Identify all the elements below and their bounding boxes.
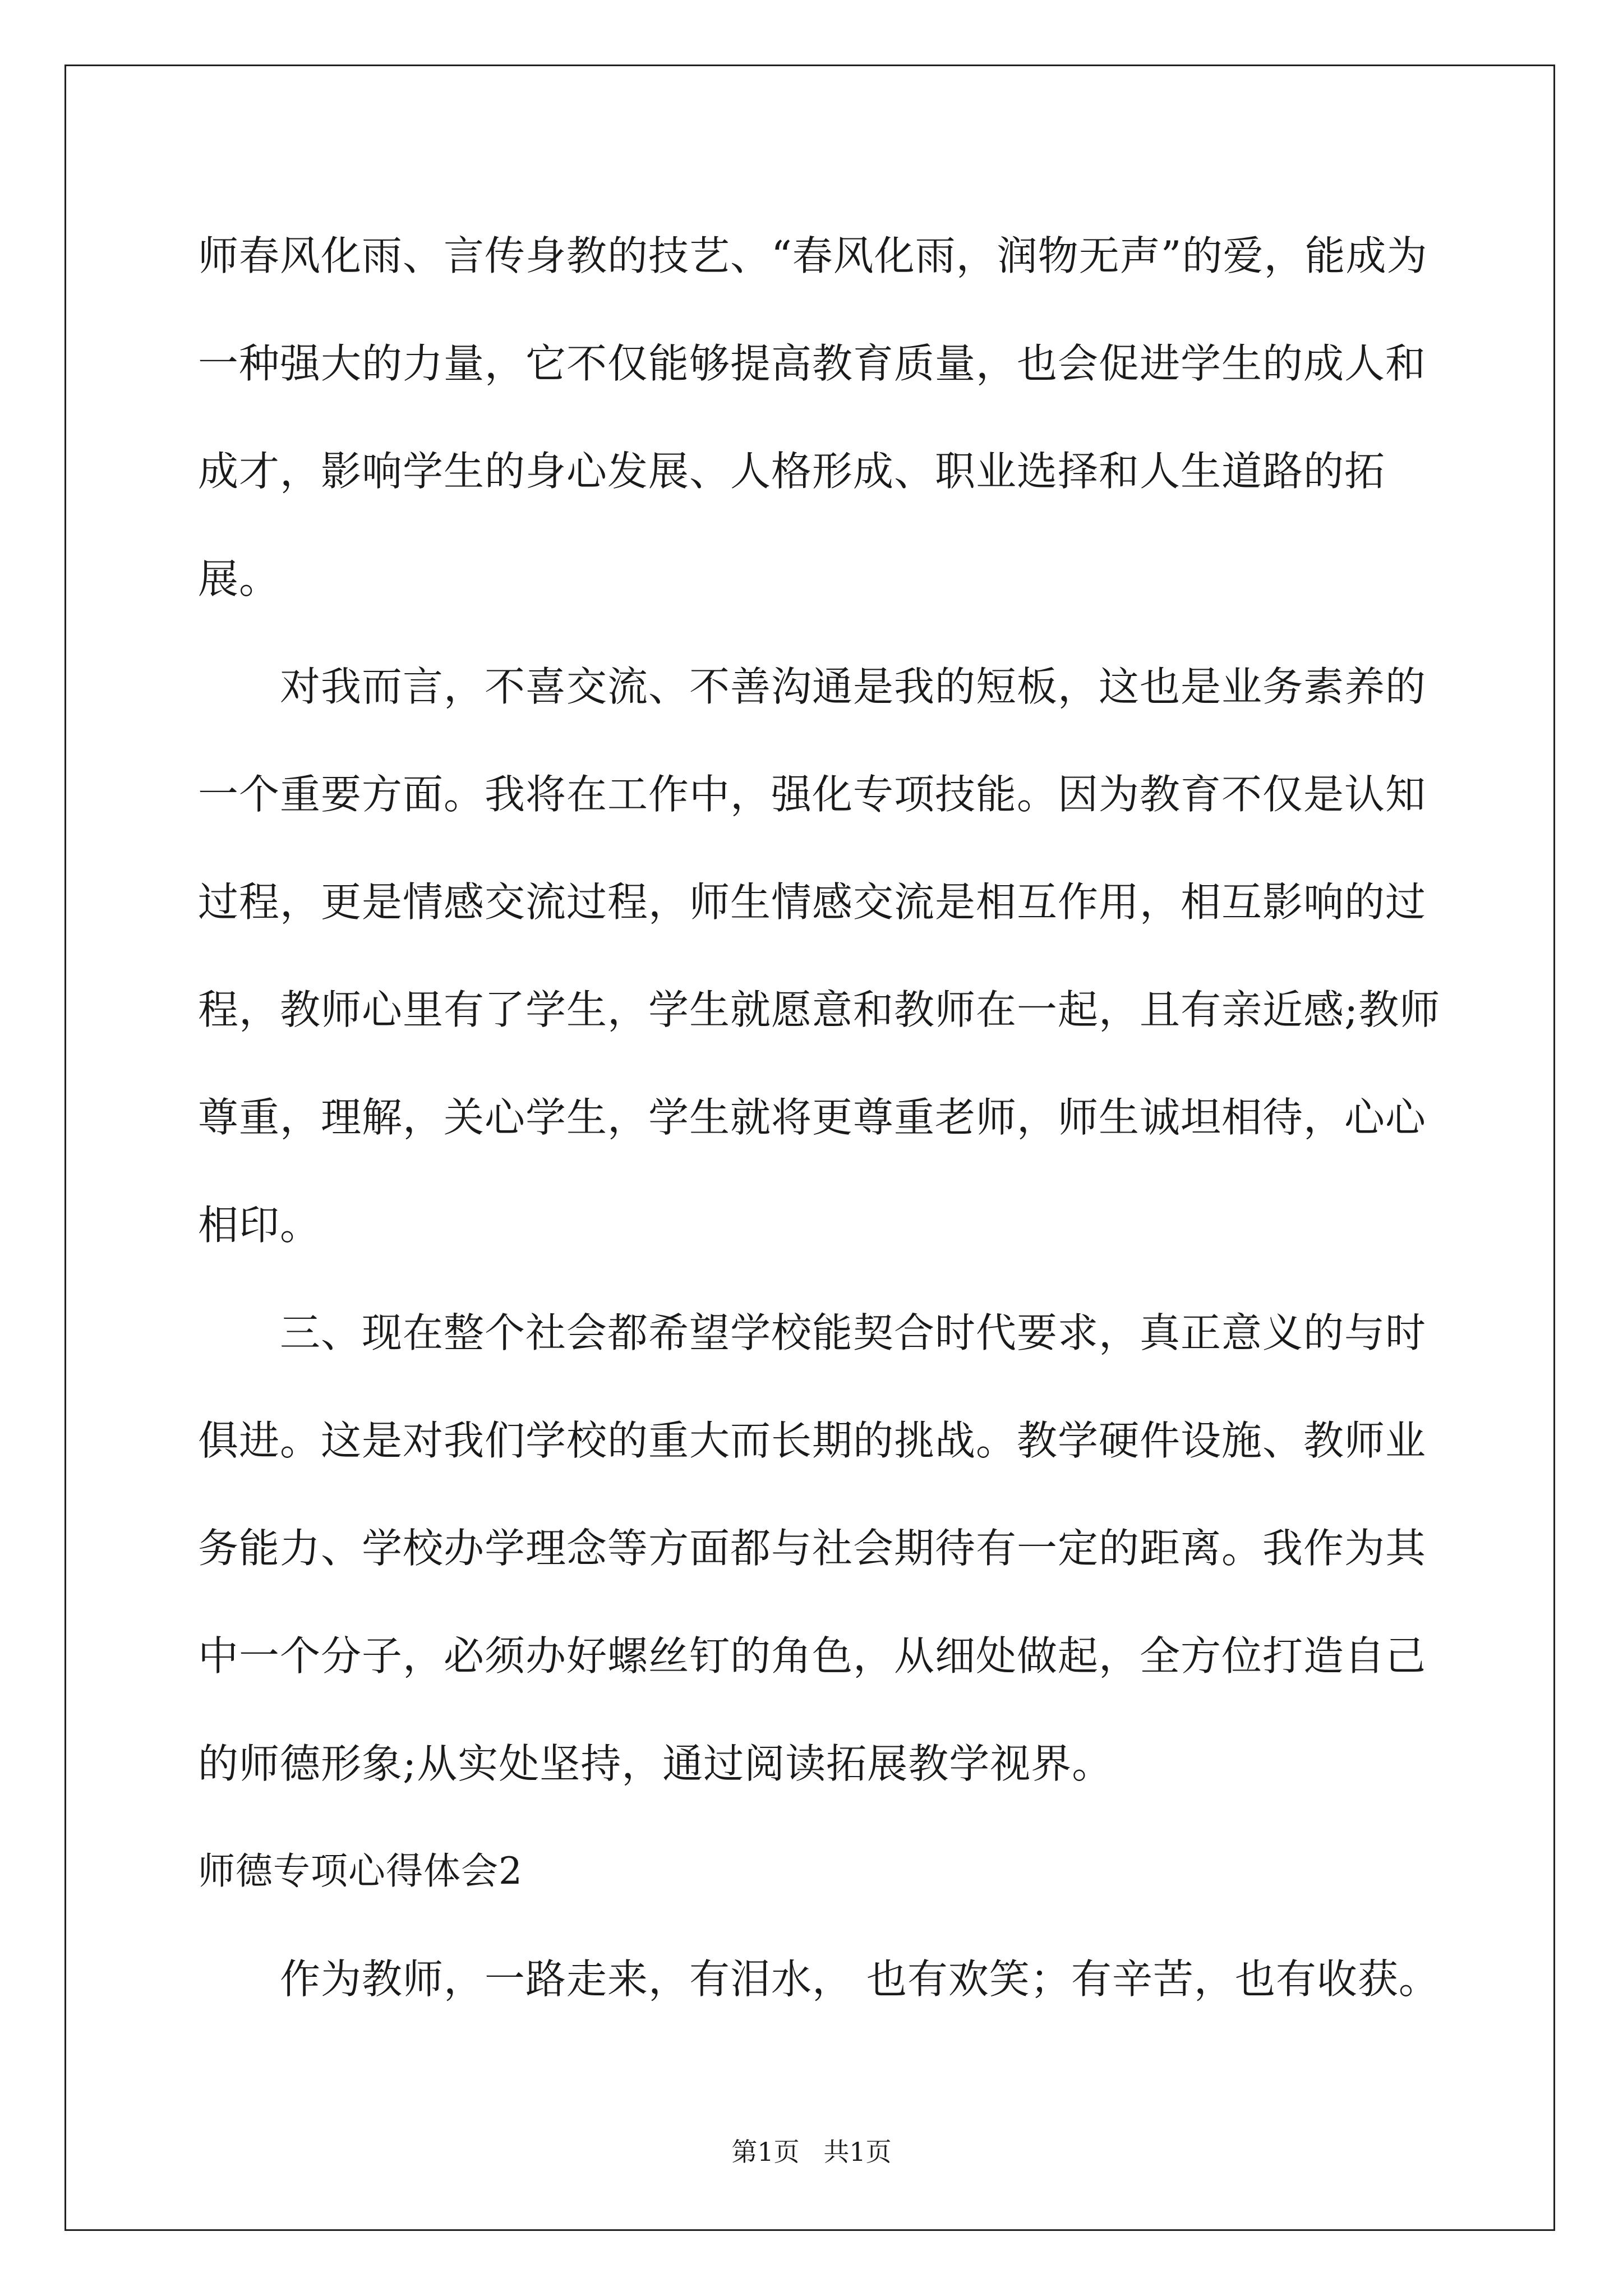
paragraph-1: 师春风化雨、言传身教的技艺、“春风化雨，润物无声”的爱，能成为一种强大的力量，它不仅能够提高教育质量，也会促进学生的成人和成才，影响学生的身心发展、人格形成、职业选择和人生道路的拓展。 [198, 232, 1428, 602]
paragraph-4: 作为教师，一路走来，有泪水， 也有欢笑；有辛苦，也有收获。 [280, 1955, 1440, 2003]
page-total: 共1页 [823, 2137, 892, 2167]
document-body [198, 202, 1454, 2033]
section-heading: 师德专项心得体会2 [198, 1849, 523, 1893]
page-number: 第1页 [731, 2137, 800, 2167]
paragraph-3: 三、现在整个社会都希望学校能契合时代要求，真正意义的与时俱进。这是对我们学校的重大而长期的挑战。教学硬件设施、教师业务能力、学校办学理念等方面都与社会期待有一定的距离。我作为其中一个分子，必须办好螺丝钉的角色，从细处做起，全方位打造自己的师德形象;从实处坚持，通过阅读拓展教学视界。 [198, 1309, 1427, 1787]
page-footer [0, 2132, 1623, 2169]
paragraph-2: 对我而言，不喜交流、不善沟通是我的短板，这也是业务素养的一个重要方面。我将在工作中，强化专项技能。因为教育不仅是认知过程，更是情感交流过程，师生情感交流是相互作用，相互影响的过程，教师心里有了学生，学生就愿意和教师在一起，且有亲近感;教师尊重，理解，关心学生，学生就将更尊重老师，师生诚坦相待，心心相印。 [198, 663, 1441, 1249]
